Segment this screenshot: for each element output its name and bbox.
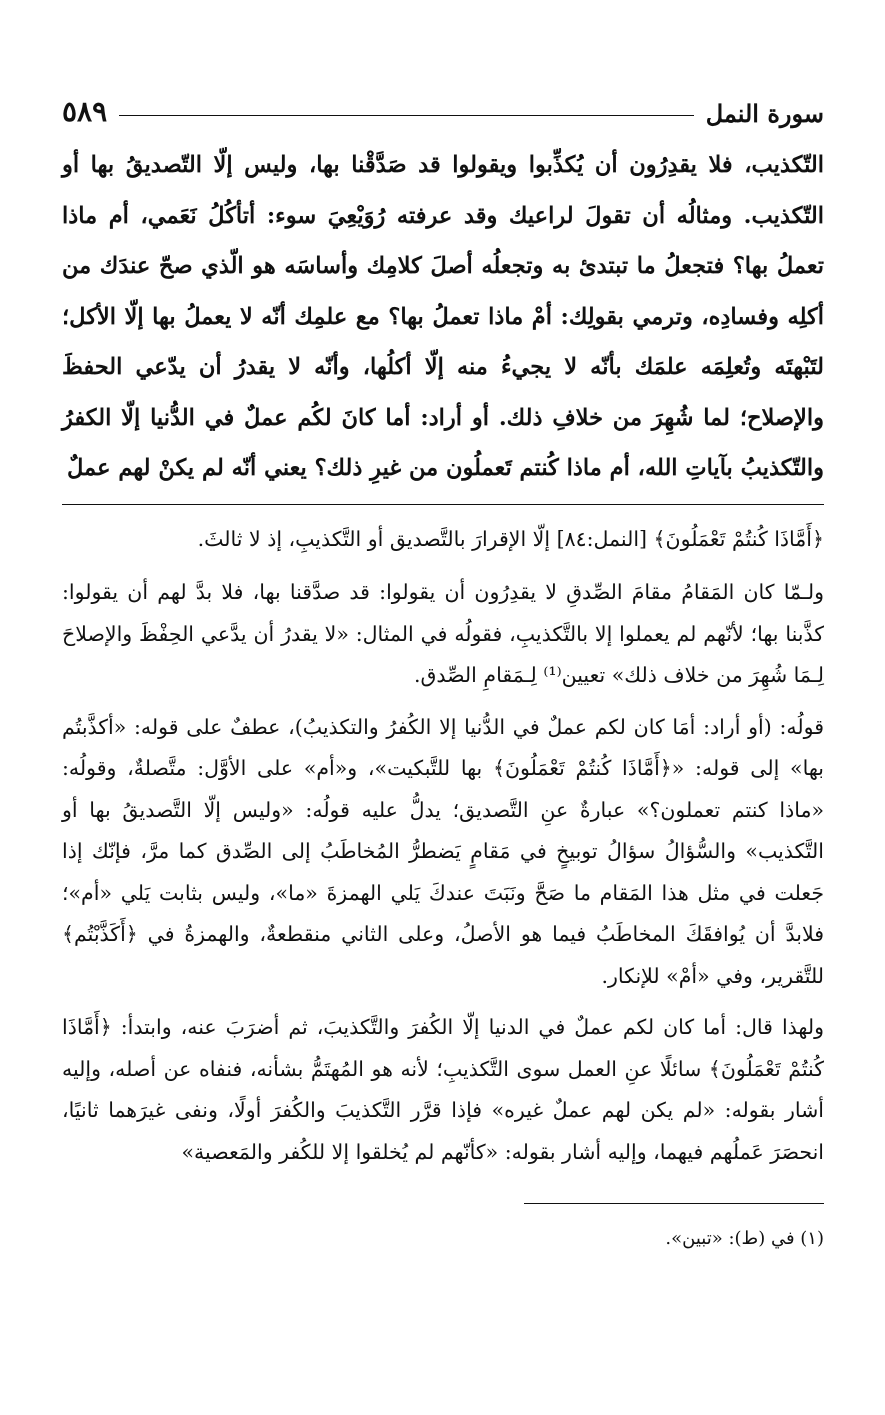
commentary [62,519,824,1174]
page [62,78,824,1378]
section-divider [62,504,824,505]
commentary-paragraph: ولـمّا كان المَقامُ مقامَ الصِّدقِ لا يقدِرُون أن يقولوا: قد صدَّقنا بها، فلا بدَّ لهم أن يقولوا: كذَّبنا بها؛ لأنّهم لم يعملوا إلا بالتَّكذيبِ، فقولُه في المثال: «لا يقدرُ أن يدَّعي الحِفْظَ والإصلاحَ لِـمَا شُهِرَ من خلاف ذلك» تعيين⁽¹⁾ لِـمَقامِ الصِّدق. [62,580,824,687]
page-number: ٥٨٩ [62,95,108,128]
commentary-paragraph: قولُه: (أو أراد: أمَا كان لكم عملٌ في الدُّنيا إلا الكُفرُ والتكذيبُ)، عطفٌ على قوله: «أكذَّبتُم بها» إلى قوله: «﴿أَمَّاذَا كُنتُمْ تَعْمَلُونَ﴾ بها للتَّبكيت»، و«أم» على الأوَّل: متَّصلةٌ، وقولُه: «ماذا كنتم تعملون؟» عبارةٌ عنِ التَّصديق؛ يدلُّ عليه قولُه: «وليس إلّا التَّصديقُ بها أو التَّكذيب» والسُّؤالُ سؤالُ توبيخٍ في مَقامٍ يَضطرُّ المُخاطَبُ إلى الصِّدق كما مرَّ، فإنّك إذا جَعلت في مثل هذا المَقام ما صَحَّ ونَبَتَ عندكَ يَلي الهمزةَ «ما»، وليس بثابت يَلي «أم»؛ فلابدَّ أن يُوافقَكَ المخاطَبُ فيما هو الأصلُ، وعلى الثاني منقطعةٌ، والهمزةُ في ﴿أَكَذَّبْتُم﴾ للتَّقرير، وفي «أمْ» للإنكار. [62,714,824,988]
page-header [62,78,824,128]
surah-title: سورة النمل [705,99,824,128]
footnote: (١) في (ط): «تبين». [665,1228,824,1249]
main-text: التّكذيب، فلا يقدِرُون أن يُكذِّبوا ويقولوا قد صَدَّقْنا بها، وليس إلّا التّصديقُ بها أو التّكذيب. ومثالُه أن تقولَ لراعيك وقد عرفته رُوَيْعِيَ سوء: أتأكُلُ نَعَمي، أم ماذا تعملُ بها؟ فتجعلُ ما تبتدئ به وتجعلُه أصلَ كلامِك وأساسَه هو الّذي صحّ عندَك من أكلِه وفسادِه، وترمي بقولِك: أمْ ماذا تعملُ بها؟ مع علمِك أنّه لا يعملُ بها إلّا الأكل؛ لتَبْهتَه وتُعلِمَه علمَك بأنّه لا يجيءُ منه إلّا أكلُها، وأنّه لا يقدرُ أن يدّعي الحفظَ والإصلاح؛ لما شُهِرَ من خلافِ ذلك. أو أراد: أما كانَ لكُم عملٌ في الدُّنيا إلّا الكفرُ والتّكذيبُ بآياتِ الله، أم ماذا كُنتم تَعملُون من غيرِ ذلك؟ يعني أنّه لم يكنْ لهم عملٌ [62,152,824,481]
commentary-paragraph: ولهذا قال: أما كان لكم عملٌ في الدنيا إلّا الكُفرَ والتَّكذيبَ، ثم أضرَبَ عنه، وابتدأ: ﴿أَمَّاذَا كُنتُمْ تَعْمَلُونَ﴾ سائلًا عنِ العمل سوى التَّكذيبِ؛ لأنه هو المُهتَمُّ بشأنه، فنفاه عن أصله، وإليه أشار بقوله: «لم يكن لهم عملٌ غيره» فإذا قرَّر التَّكذيبَ والكُفرَ أولًا، ونفى غيرَهما ثانيًا، انحصَرَ عَملُهم فيهما، وإليه أشار بقوله: «كأنّهم لم يُخلقوا إلا للكُفر والمَعصية» [62,1015,824,1164]
header-rule [119,115,694,116]
commentary-paragraph: ﴿أَمَّاذَا كُنتُمْ تَعْمَلُونَ﴾ [النمل:٨٤] إلّا الإقرارَ بالتَّصديق أو التَّكذيبِ، إذ لا ثالثَ. [197,526,824,551]
footnote-rule [524,1203,824,1204]
